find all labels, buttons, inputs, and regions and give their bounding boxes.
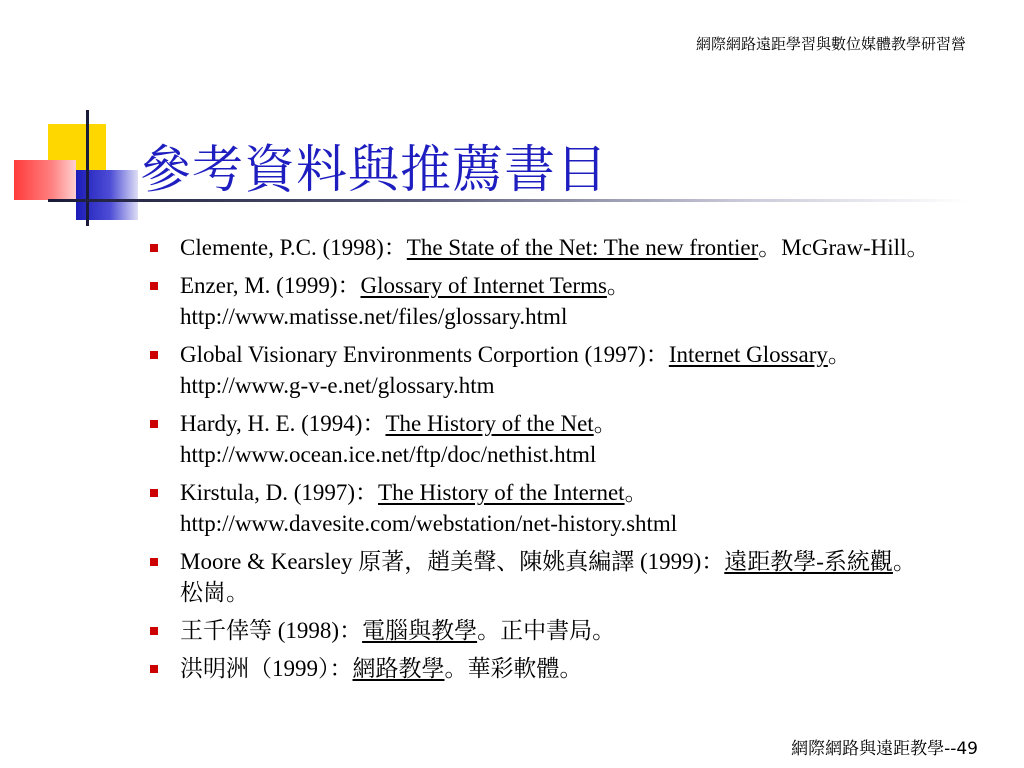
reference-title-link[interactable]: The History of the Internet xyxy=(378,480,625,505)
reference-item xyxy=(150,615,930,646)
reference-title-link[interactable]: Internet Glossary xyxy=(668,342,828,367)
reference-item xyxy=(150,270,930,332)
reference-title-link[interactable]: The History of the Net xyxy=(385,411,594,436)
reference-author: Kirstula, D. (1997)： xyxy=(180,480,379,505)
reference-title-link[interactable]: 遠距教學-系統觀 xyxy=(724,549,893,574)
decor-red-square xyxy=(14,160,76,200)
reference-source: 。http://www.g-v-e.net/glossary.htm xyxy=(180,342,851,398)
bullet-icon xyxy=(150,627,158,635)
reference-source: 。http://www.davesite.com/webstation/net-history.shtml xyxy=(180,480,678,536)
reference-author: Clemente, P.C. (1998)： xyxy=(180,235,407,260)
decor-vertical-line xyxy=(86,110,89,226)
bullet-icon xyxy=(150,489,158,497)
reference-author: Hardy, H. E. (1994)： xyxy=(180,411,386,436)
reference-source: 。松崗。 xyxy=(180,549,916,605)
reference-author: Global Visionary Environments Corportion (1997)： xyxy=(180,342,669,367)
bullet-icon xyxy=(150,244,158,252)
reference-item xyxy=(150,339,930,401)
page-title: 參考資料與推薦書目 xyxy=(140,141,609,200)
reference-title-link[interactable]: The State of the Net: The new frontier xyxy=(406,235,759,260)
reference-title-link[interactable]: 網路教學 xyxy=(352,656,445,681)
reference-author: 洪明洲（1999）： xyxy=(180,656,353,681)
reference-title-link[interactable]: 電腦與教學 xyxy=(362,618,478,643)
reference-source: 。http://www.ocean.ice.net/ftp/doc/nethist.html xyxy=(180,411,617,467)
bullet-icon xyxy=(150,558,158,566)
reference-item xyxy=(150,232,930,263)
reference-title-link[interactable]: Glossary of Internet Terms xyxy=(360,273,607,298)
reference-source: 。McGraw-Hill。 xyxy=(758,235,930,260)
reference-author: 王千倖等 (1998)： xyxy=(180,618,363,643)
bullet-icon xyxy=(150,420,158,428)
reference-author: Enzer, M. (1999)： xyxy=(180,273,361,298)
header-title: 網際網路遠距學習與數位媒體教學研習營 xyxy=(695,35,966,53)
reference-source: 。http://www.matisse.net/files/glossary.html xyxy=(180,273,630,329)
reference-list xyxy=(150,232,930,691)
reference-item xyxy=(150,546,930,608)
reference-source: 。正中書局。 xyxy=(477,618,616,643)
bullet-icon xyxy=(150,282,158,290)
reference-item xyxy=(150,408,930,470)
reference-item xyxy=(150,653,930,684)
reference-author: Moore & Kearsley 原著，趙美聲、陳姚真編譯 (1999)： xyxy=(180,549,725,574)
footer-page-label: 網際網路與遠距教學--49 xyxy=(791,739,978,759)
bullet-icon xyxy=(150,351,158,359)
bullet-icon xyxy=(150,665,158,673)
reference-item xyxy=(150,477,930,539)
reference-source: 。華彩軟體。 xyxy=(444,656,583,681)
